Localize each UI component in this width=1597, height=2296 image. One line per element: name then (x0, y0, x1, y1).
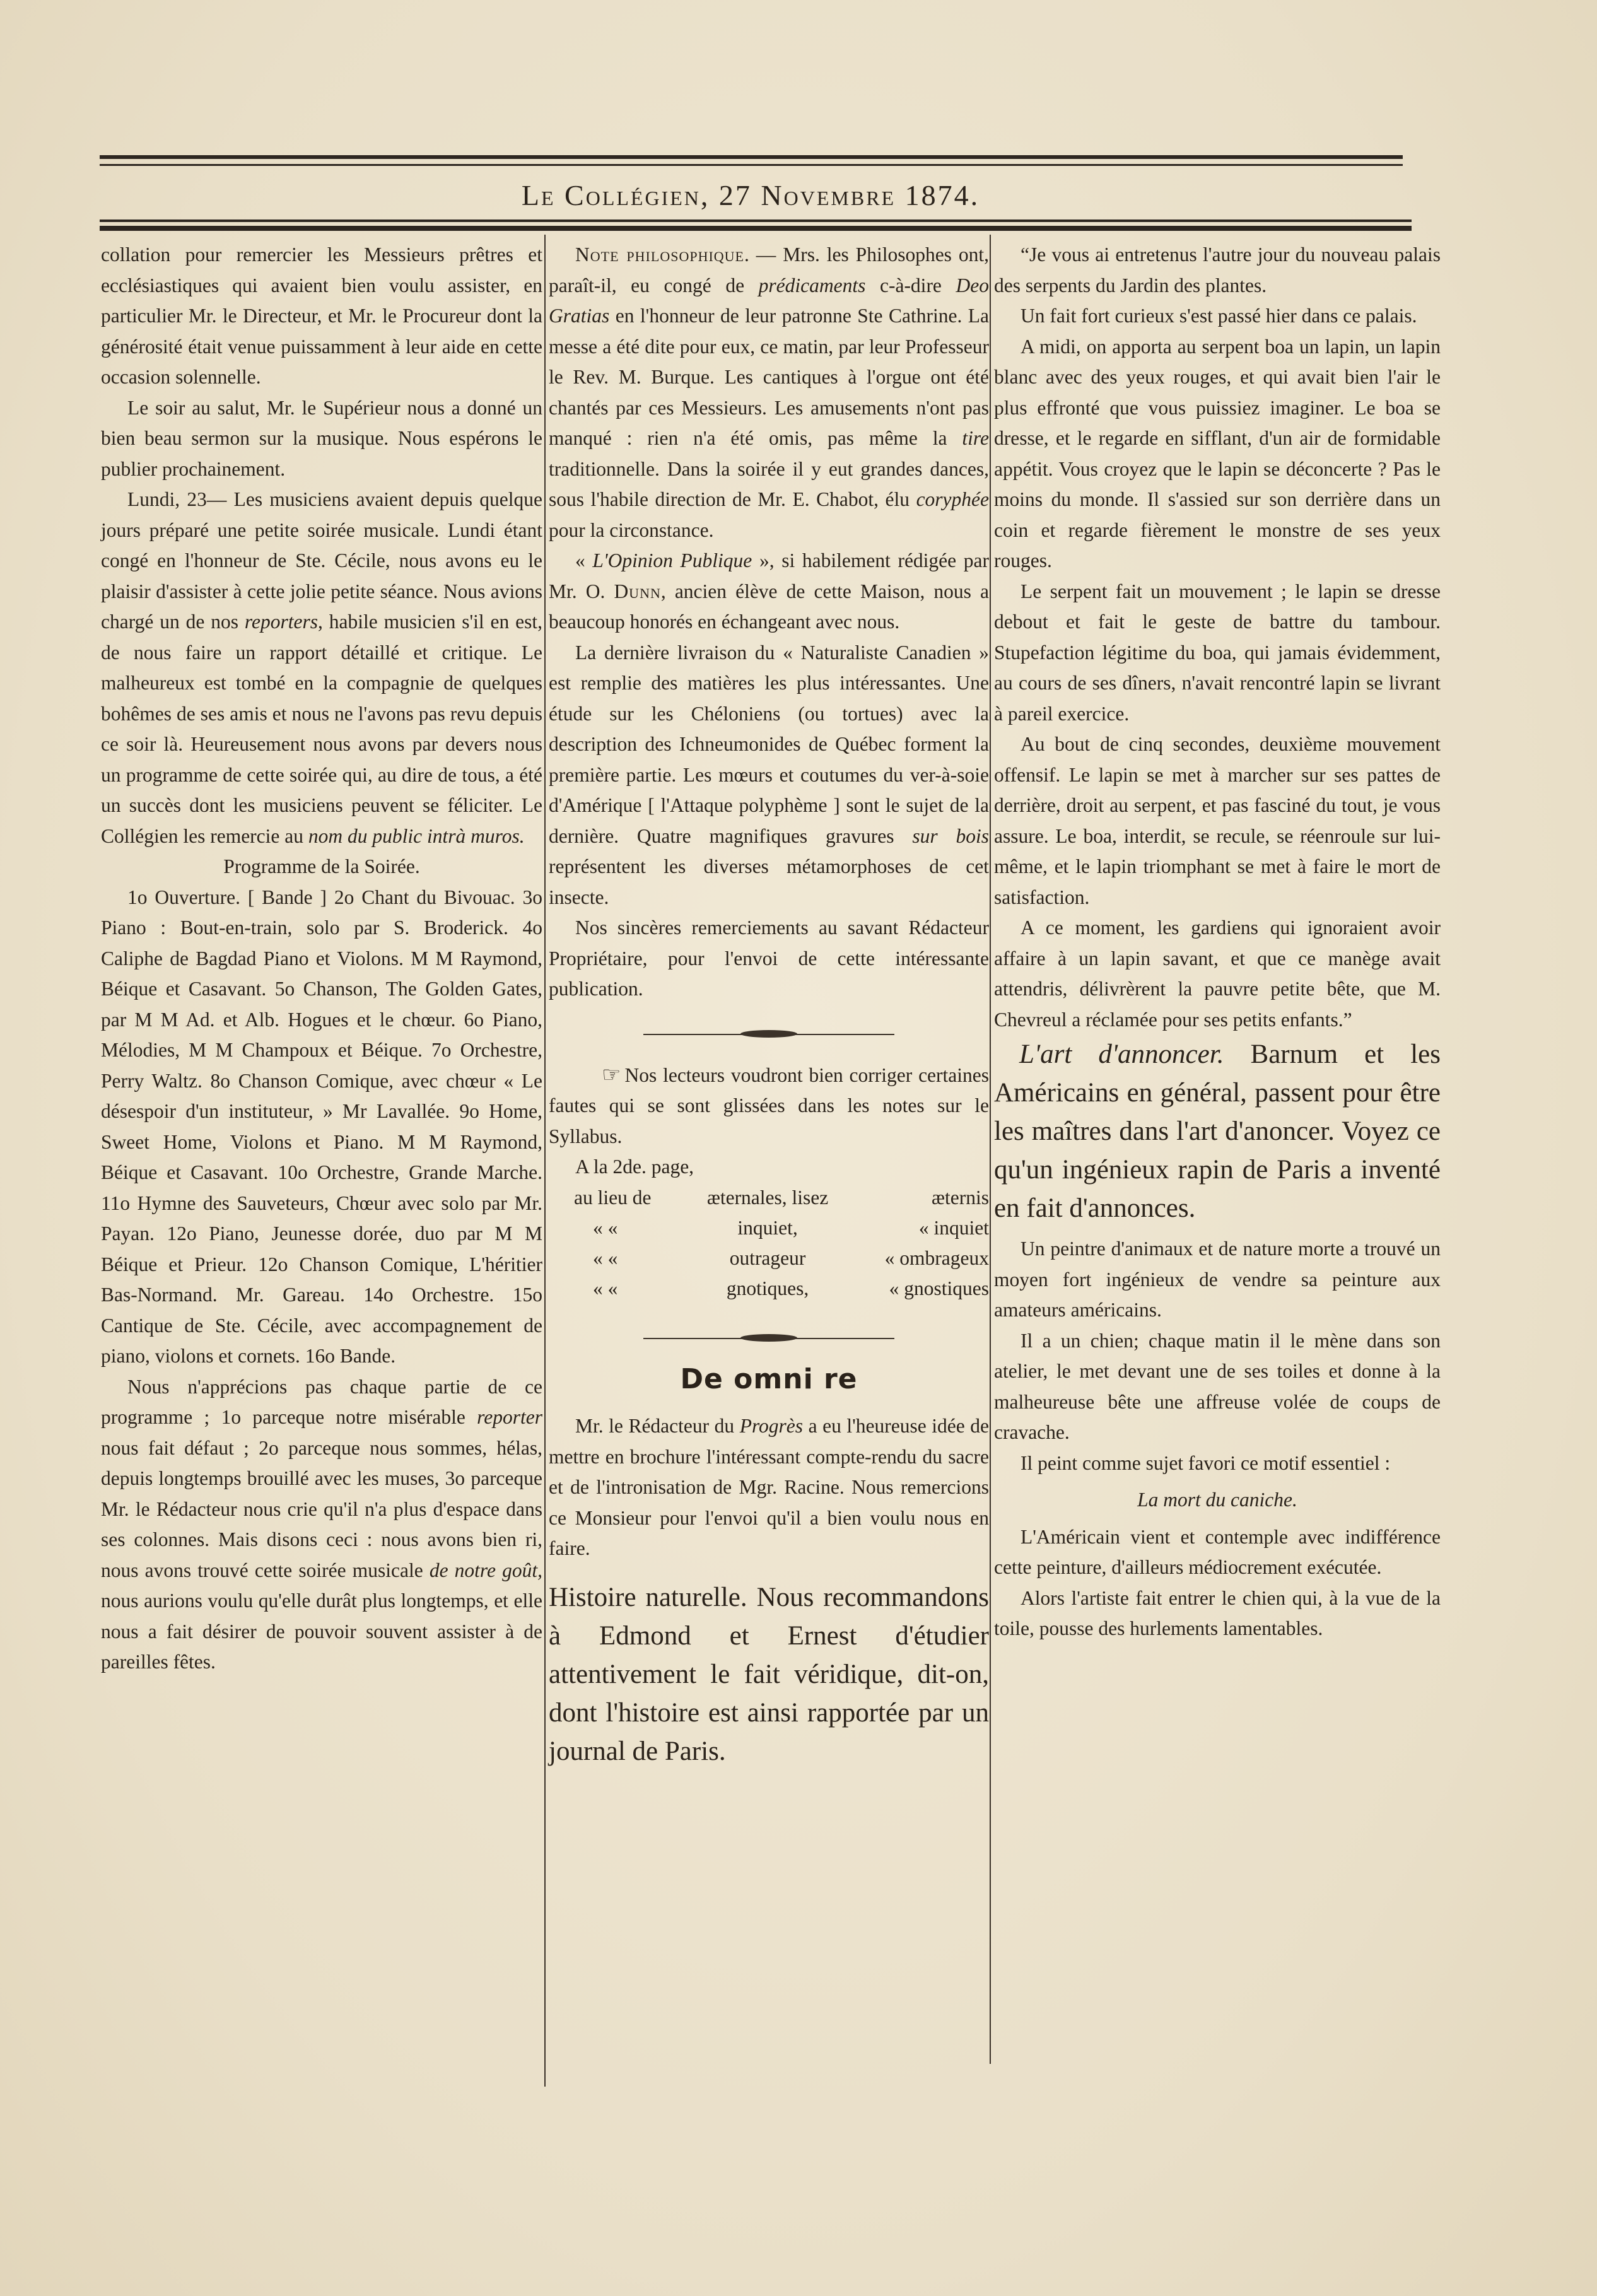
text: Nous n'apprécions pas chaque partie de ce programme ; 1o parceque notre misérable (101, 1375, 542, 1428)
italic-text: tire (962, 427, 989, 449)
program-title: Programme de la Soirée. (223, 855, 420, 877)
paragraph (549, 240, 989, 546)
text: en l'honneur de leur patronne Ste Cathrine. La messe a été dite pour eux, ce matin, par leur Professeur le Rev. M. Burque. Les cantiques à l'orgue ont été chantés par ces Messieurs. Les amusements n'ont pas manqué : rien n'a été omis, pas même la (549, 305, 989, 449)
paragraph-large: Histoire naturelle. Nous recommandons à Edmond et Ernest d'étudier attentivement le fait véridique, dit-on, dont l'histoire est ainsi rapportée par un journal de Paris. (549, 1582, 989, 1766)
paragraph (549, 1411, 989, 1564)
table-row: au lieu de æternales, lisez æternis (574, 1186, 989, 1209)
paragraph: Un fait fort curieux s'est passé hier dans ce palais. (1021, 305, 1417, 327)
top-rule-thin (100, 164, 1403, 166)
text: traditionnelle. Dans la soirée il y eut grandes dances, sous l'habile direction de Mr. E. Chabot, élu (549, 457, 989, 510)
paragraph: Le serpent fait un mouvement ; le lapin se dresse debout et fait le geste de battre du tambour. Stupefaction légitime du boa, qui jamais évidemment, au cours de ses dîners, n'avait rencontré lapin se livrant à pareil exercice. (994, 580, 1441, 725)
text: Barnum et les Américains en général, passent pour être les maîtres dans l'art d'anoncer. Voyez ce qu'un ingénieux rapin de Paris a inventé en fait d'annonces. (994, 1040, 1441, 1223)
masthead-rule-1 (100, 220, 1412, 222)
paragraph-large (994, 1035, 1441, 1227)
italic-text: coryphée (916, 488, 989, 510)
paragraph: Un peintre d'animaux et de nature morte a trouvé un moyen fort ingénieux de vendre sa peinture aux amateurs américains. (994, 1238, 1441, 1321)
text: La dernière livraison du « Naturaliste Canadien » est remplie des matières les plus intéressantes. Une étude sur les Chéloniens (ou tortues) avec la description des Ichneumonides de Québec forment la première partie. Les mœurs et coutumes du ver-à-soie d'Amérique [ l'Attaque polyphème ] sont le sujet de la dernière. Quatre magnifiques gravures (549, 641, 989, 847)
text: nous aurions voulu qu'elle durât plus longtemps, et elle nous a fait désirer de pouvoir souvent assister à de pareilles fêtes. (101, 1590, 542, 1673)
masthead-rule-2 (100, 226, 1412, 231)
column-3 (994, 240, 1441, 1644)
italic-text: reporter (477, 1406, 542, 1428)
text: Lundi, 23— Les musiciens avaient depuis quelque jours préparé une petite soirée musicale. Lundi étant congé en l'honneur de Ste. Cécile, nous avons eu le plaisir d'assister à cette jolie petite séance. Nous avions chargé un de nos (101, 488, 542, 633)
program-list: 1o Ouverture. [ Bande ] 2o Chant du Bivouac. 3o Piano : Bout-en-train, solo par S. Broderick. 4o Caliphe de Bagdad Piano et Violons. M M Raymond, Béique et Casavant. 5o Chanson, The Golden Gates, par M M Ad. et Alb. Hogues et le chœur. 6o Piano, Mélodies, M M Champoux et Béique. 7o Orchestre, Perry Waltz. 8o Chanson Comique, avec chœur « Le désespoir d'un instituteur, » Mr Lavallée. 9o Home, Sweet Home, Violons et Piano. M M Raymond, Béique et Casavant. 10o Orchestre, Grande Marche. 11o Hymne des Sauveteurs, Chœur avec solo par Mr. Payan. 12o Piano, Jeunesse dorée, duo par M M Béique et Prieur. 12o Chanson Comique, L'héritier Bas-Normand. Mr. Gareau. 14o Orchestre. 15o Cantique de Ste. Cécile, avec accompagnement de piano, violons et cornets. 16o Bande. (101, 886, 542, 1367)
ornament-divider (549, 1028, 989, 1041)
text: Mr. le Rédacteur du (575, 1415, 740, 1437)
text: « (575, 549, 593, 571)
name-smallcaps: Dunn (614, 580, 661, 602)
paragraph: A ce moment, les gardiens qui ignoraient avoir affaire à un lapin savant, et que ce manège avait attendris, délivrèrent la pauvre petite bête, que M. Chevreul a réclamée pour ses petits enfants.” (994, 917, 1441, 1031)
paragraph: L'Américain vient et contemple avec indifférence cette peinture, d'ailleurs médiocrement exécutée. (994, 1525, 1441, 1578)
section-headline: De omni re (680, 1362, 858, 1395)
paragraph: “Je vous ai entretenus l'autre jour du nouveau palais des serpents du Jardin des plantes. (994, 243, 1441, 296)
table-row: « « inquiet, « inquiet (593, 1216, 989, 1239)
paragraph: Le soir au salut, Mr. le Supérieur nous a donné un bien beau sermon sur la musique. Nous espérons le publier prochainement. (101, 396, 542, 480)
paragraph (101, 484, 542, 852)
italic-text: reporters (244, 611, 318, 633)
paragraph (549, 638, 989, 913)
errata-title: A la 2de. page, (575, 1156, 694, 1178)
table-row: « « gnotiques, « gnostiques (593, 1277, 989, 1299)
text: , ancien élève de cette Maison, nous a beaucoup honorés en échangeant avec nous. (549, 580, 990, 633)
italic-text: L'Opinion Publique (592, 549, 752, 571)
text: nous fait défaut ; 2o parceque nous sommes, hélas, depuis longtemps brouillé avec les muses, 3o parceque Mr. le Rédacteur nous crie qu'il n'a plus d'espace dans ses colonnes. Mais disons ceci : nous avons bien ri, nous avons trouvé cette soirée musicale (101, 1436, 542, 1581)
top-rule-thick (100, 155, 1403, 159)
paragraph: Au bout de cinq secondes, deuxième mouvement offensif. Le lapin se met à marcher sur ses pattes de derrière, droit au serpent, et pas fasciné du tout, je vous assure. Le boa, interdit, se recule, se réenroule sur lui-même, et le lapin triomphant se met à faire le mort de satisfaction. (994, 733, 1441, 908)
text: . — Mrs. les Philosophes ont, paraît-il, eu congé de (549, 243, 989, 296)
paragraph (549, 546, 989, 638)
text: », si habilement rédigée par Mr. O. (549, 549, 990, 602)
italic-text: sur bois (912, 824, 989, 847)
paragraph: Il a un chien; chaque matin il le mène dans son atelier, le met devant une de ses toiles et donne à la malheureuse bête une affreuse volée de coups de cravache. (994, 1329, 1441, 1443)
paragraph: Alors l'artiste fait entrer le chien qui, à la vue de la toile, pousse des hurlements lamentables. (994, 1586, 1441, 1639)
masthead: Le Collégien, 27 Novembre 1874. (521, 179, 980, 211)
paragraph: Nos sincères remerciements au savant Rédacteur Propriétaire, pour l'envoi de cette intéressante publication. (549, 917, 989, 1000)
italic-text: Deo Gratias (549, 274, 989, 327)
italic-text: Progrès (739, 1415, 804, 1437)
paragraph: A midi, on apporta au serpent boa un lapin, un lapin blanc avec des yeux rouges, et qui avait bien l'air le plus effronté que vous puissiez imaginer. Le boa se dresse, et le regarde en sifflant, d'un air de formidable appétit. Vous croyez que le lapin se déconcerte ? Pas le moins du monde. Il s'assied sur son derrière dans un coin et regarde fièrement le monstre de ses yeux rouges. (994, 335, 1441, 571)
text: représentent les diverses métamorphoses de cet insecte. (549, 855, 989, 908)
table-row: « « outrageur « ombrageux (593, 1246, 989, 1269)
paragraph: collation pour remercier les Messieurs prêtres et ecclésiastiques qui avaient bien voulu assister, en particulier Mr. le Directeur, et Mr. le Procureur dont la générosité était venue puissamment à leur aide en cette occasion solennelle. (101, 243, 542, 388)
italic-text: de notre goût, (429, 1559, 543, 1581)
italic-text: prédicaments (758, 274, 866, 296)
column-divider-2 (990, 235, 991, 2064)
text: , habile musicien s'il en est, de nous faire un rapport détaillé et critique. Le malheureux est tombé en la compagnie de quelques bohêmes de ses amis et nous ne l'avons pas revu depuis ce soir là. Heureusement nous avons par devers nous un programme de cette soirée qui, au dire de tous, a été un succès dont les musiciens peuvent se féliciter. Le Collégien les remercie au (101, 611, 542, 847)
text: c-à-dire (865, 274, 956, 296)
italic-heading: L'art d'annoncer. (1019, 1040, 1224, 1069)
italic-text: nom du public intrà muros. (308, 824, 525, 847)
paragraph (101, 1372, 542, 1678)
text: pour la circonstance. (549, 518, 714, 541)
paragraph: Il peint comme sujet favori ce motif essentiel : (1021, 1451, 1391, 1474)
italic-caption (994, 1485, 1441, 1516)
note-label: Note philosophique (575, 243, 744, 266)
text: Nos lecteurs voudront bien corriger certaines fautes qui se sont glissées dans les notes sur le Syllabus. (549, 1063, 989, 1147)
column-1 (101, 240, 542, 1678)
column-divider-1 (544, 235, 546, 2087)
text: a eu l'heureuse idée de mettre en brochure l'intéressant compte-rendu du sacre et de l'intronisation de Mgr. Racine. Nous remercions ce Monsieur pour l'envoi qu'il a bien voulu nous en faire. (549, 1415, 990, 1559)
errata-table (549, 1183, 989, 1304)
paragraph (549, 1060, 989, 1152)
italic-text: La mort du caniche. (1137, 1489, 1297, 1511)
column-2 (549, 240, 989, 1771)
ornament-divider (549, 1332, 989, 1345)
pointing-hand-icon: ☞ (602, 1063, 621, 1087)
